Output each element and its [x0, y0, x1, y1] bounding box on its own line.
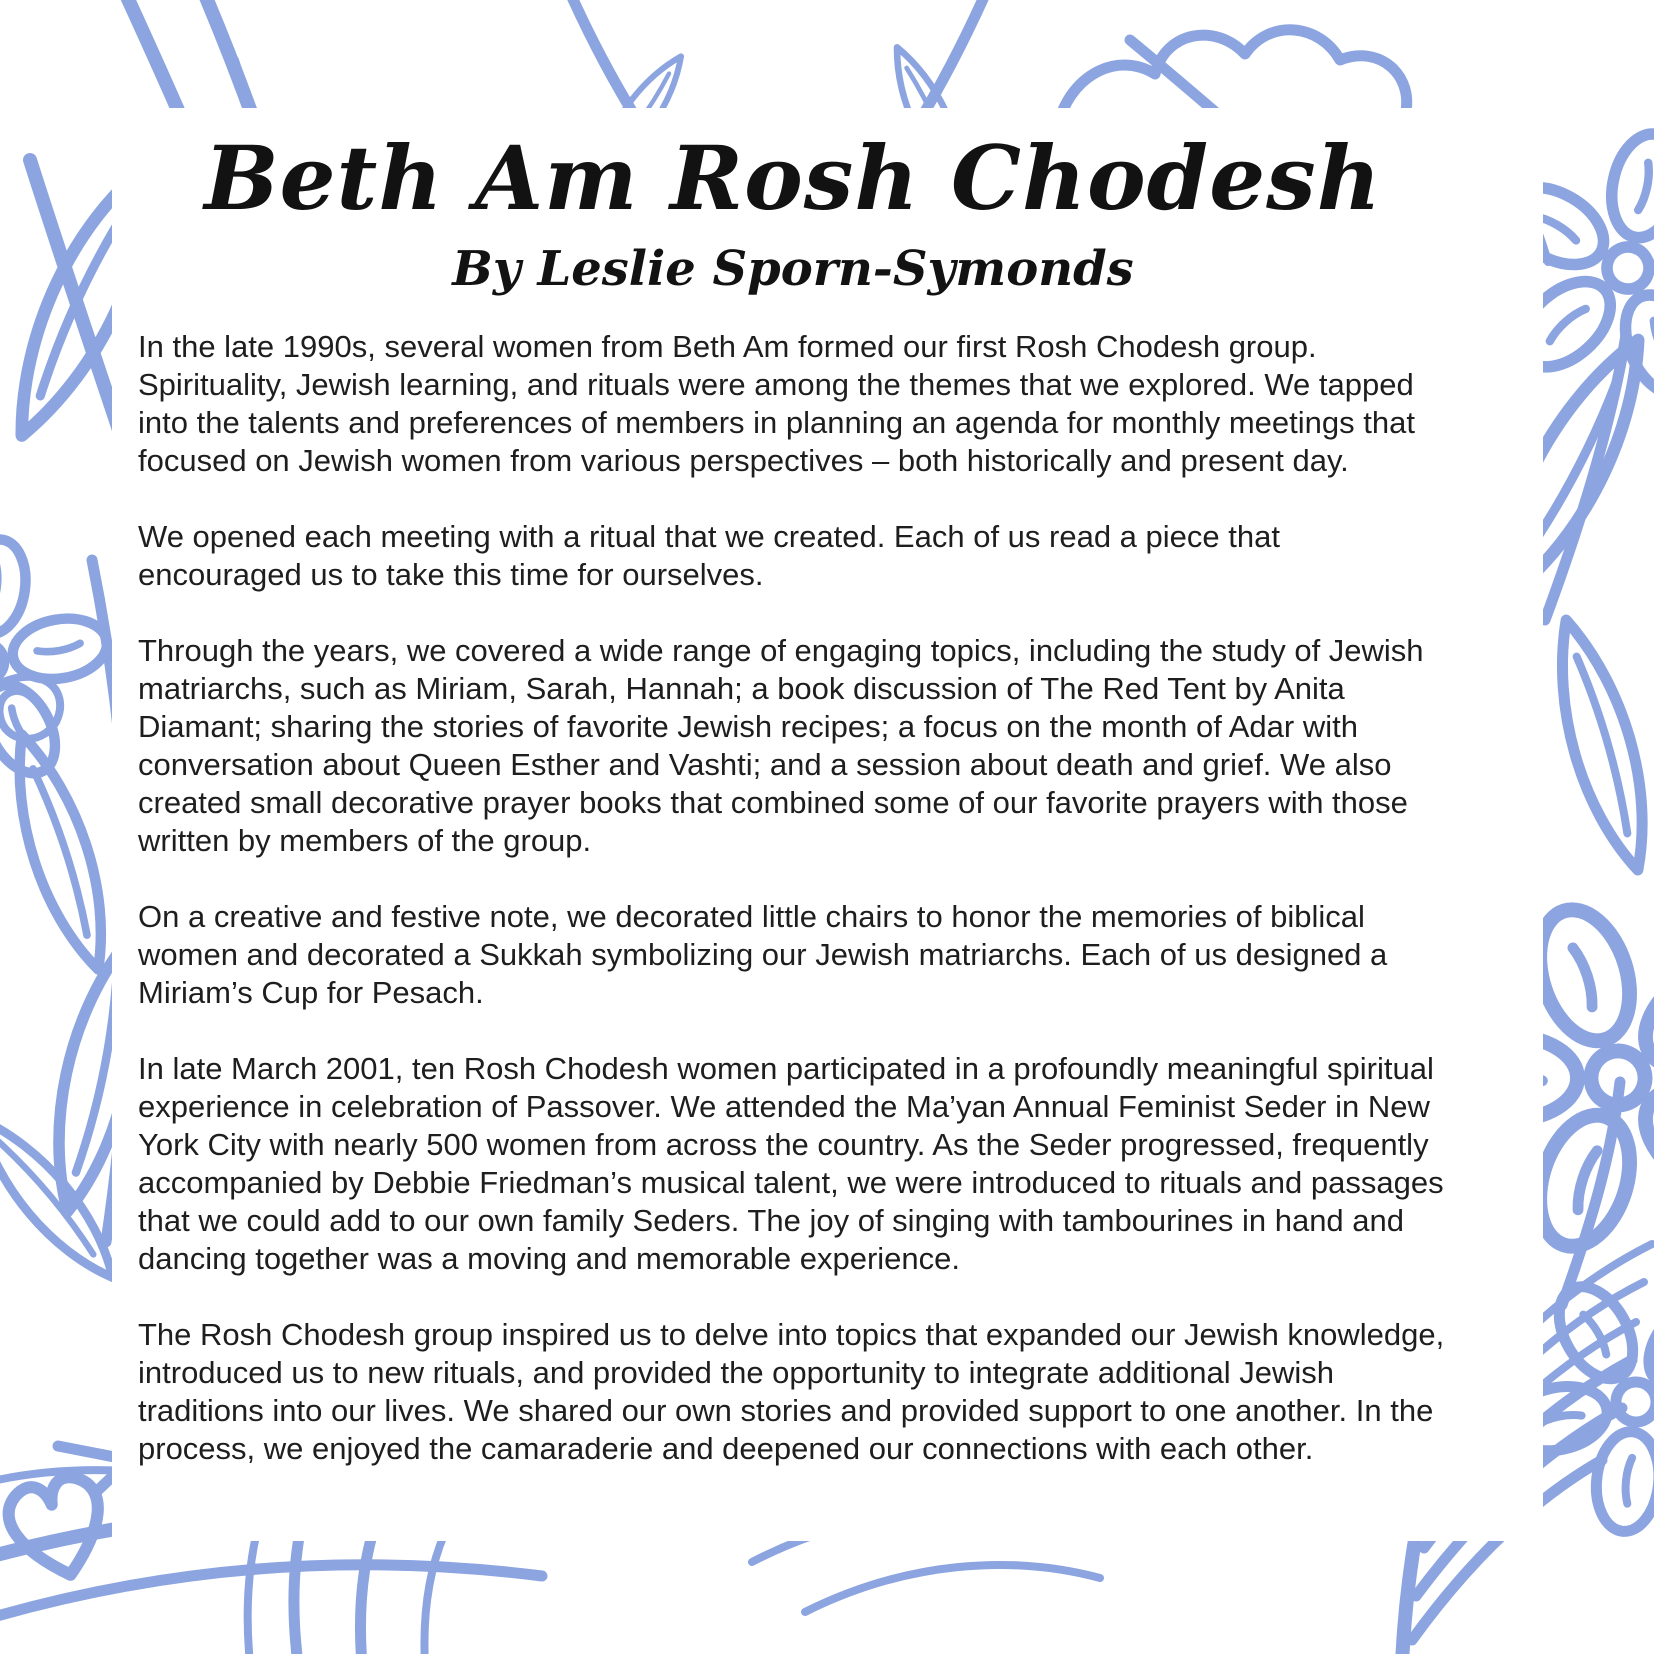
- page-title: Beth Am Rosh Chodesh: [204, 126, 1382, 230]
- leaf-icon: [1539, 612, 1654, 878]
- leaf-icon: [0, 726, 124, 978]
- byline: By Leslie Sporn-Symonds: [452, 240, 1134, 297]
- article-body: [138, 328, 1448, 1468]
- paragraph: In late March 2001, ten Rosh Chodesh women participated in a profoundly meaningful spiritual experience in celebration of Passover. We attended the Ma’yan Annual Feminist Seder in New York City with nearly 500 women from across the country. As the Seder progressed, frequently accompanied by Debbie Friedman’s musical talent, we were introduced to rituals and passages that we could add to our own family Seders. The joy of singing with tambourines in hand and dancing together was a moving and memorable experience.: [138, 1050, 1444, 1276]
- paragraph: We opened each meeting with a ritual that we created. Each of us read a piece that encouraged us to take this time for ourselves.: [138, 518, 1280, 592]
- paragraph: In the late 1990s, several women from Beth Am formed our first Rosh Chodesh group. Spirituality, Jewish learning, and rituals were among the themes that we explored. We tapped into the talents and preferences of members in planning an agenda for monthly meetings that focused on Jewish women from various perspectives – both historically and present day.: [138, 328, 1415, 478]
- paragraph: Through the years, we covered a wide range of engaging topics, including the study of Jewish matriarchs, such as Miriam, Sarah, Hannah; a book discussion of The Red Tent by Anita Diamant; sharing the stories of favorite Jewish recipes; a focus on the month of Adar with conversation about Queen Esther and Vashti; and a session about death and grief. We also created small decorative prayer books that combined some of our favorite prayers with those written by members of the group.: [138, 632, 1424, 858]
- paragraph: On a creative and festive note, we decorated little chairs to honor the memories of biblical women and decorated a Sukkah symbolizing our Jewish matriarchs. Each of us designed a Miriam’s Cup for Pesach.: [138, 898, 1388, 1010]
- paragraph: The Rosh Chodesh group inspired us to delve into topics that expanded our Jewish knowledge, introduced us to new rituals, and provided the opportunity to integrate additional Jewish traditions into our lives. We shared our own stories and provided support to one another. In the process, we enjoyed the camaraderie and deepened our connections with each other.: [138, 1316, 1445, 1466]
- page-content: [112, 108, 1543, 1540]
